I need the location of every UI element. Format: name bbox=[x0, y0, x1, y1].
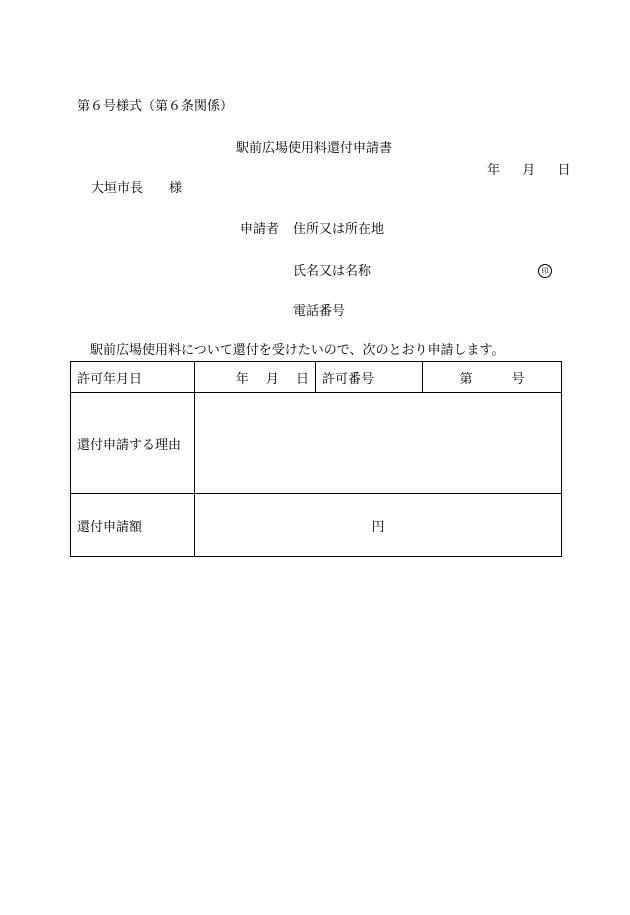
table-row bbox=[71, 494, 562, 557]
date-day: 日 bbox=[557, 163, 571, 178]
table-row bbox=[71, 362, 562, 393]
date-month: 月 bbox=[522, 163, 536, 178]
reason-label: 還付申請する理由 bbox=[71, 393, 195, 494]
reason-field[interactable] bbox=[195, 393, 562, 494]
seal-icon: 印 bbox=[538, 264, 552, 278]
permit-number-value[interactable]: 第 号 bbox=[423, 362, 562, 393]
permit-date-value[interactable]: 年 月 日 bbox=[195, 362, 316, 393]
phone-label: 電話番号 bbox=[293, 304, 346, 319]
amount-field[interactable] bbox=[195, 494, 562, 557]
addressee: 大垣市長 様 bbox=[91, 181, 183, 196]
document-title: 駅前広場使用料還付申請書 bbox=[236, 141, 393, 156]
table-row bbox=[71, 393, 562, 494]
address-label: 住所又は所在地 bbox=[293, 222, 385, 237]
applicant-label: 申請者 bbox=[240, 222, 280, 237]
amount-unit: 円 bbox=[371, 519, 385, 535]
name-label: 氏名又は名称 bbox=[293, 264, 372, 279]
intro-text: 駅前広場使用料について還付を受けたいので、次のとおり申請します。 bbox=[90, 343, 505, 358]
submission-date bbox=[487, 164, 571, 177]
permit-date-label: 許可年月日 bbox=[71, 362, 195, 393]
date-year: 年 bbox=[487, 163, 501, 178]
application-table bbox=[70, 361, 562, 557]
form-number: 第６号様式（第６条関係） bbox=[77, 99, 234, 114]
permit-number-label: 許可番号 bbox=[316, 362, 423, 393]
amount-label: 還付申請額 bbox=[71, 494, 195, 557]
